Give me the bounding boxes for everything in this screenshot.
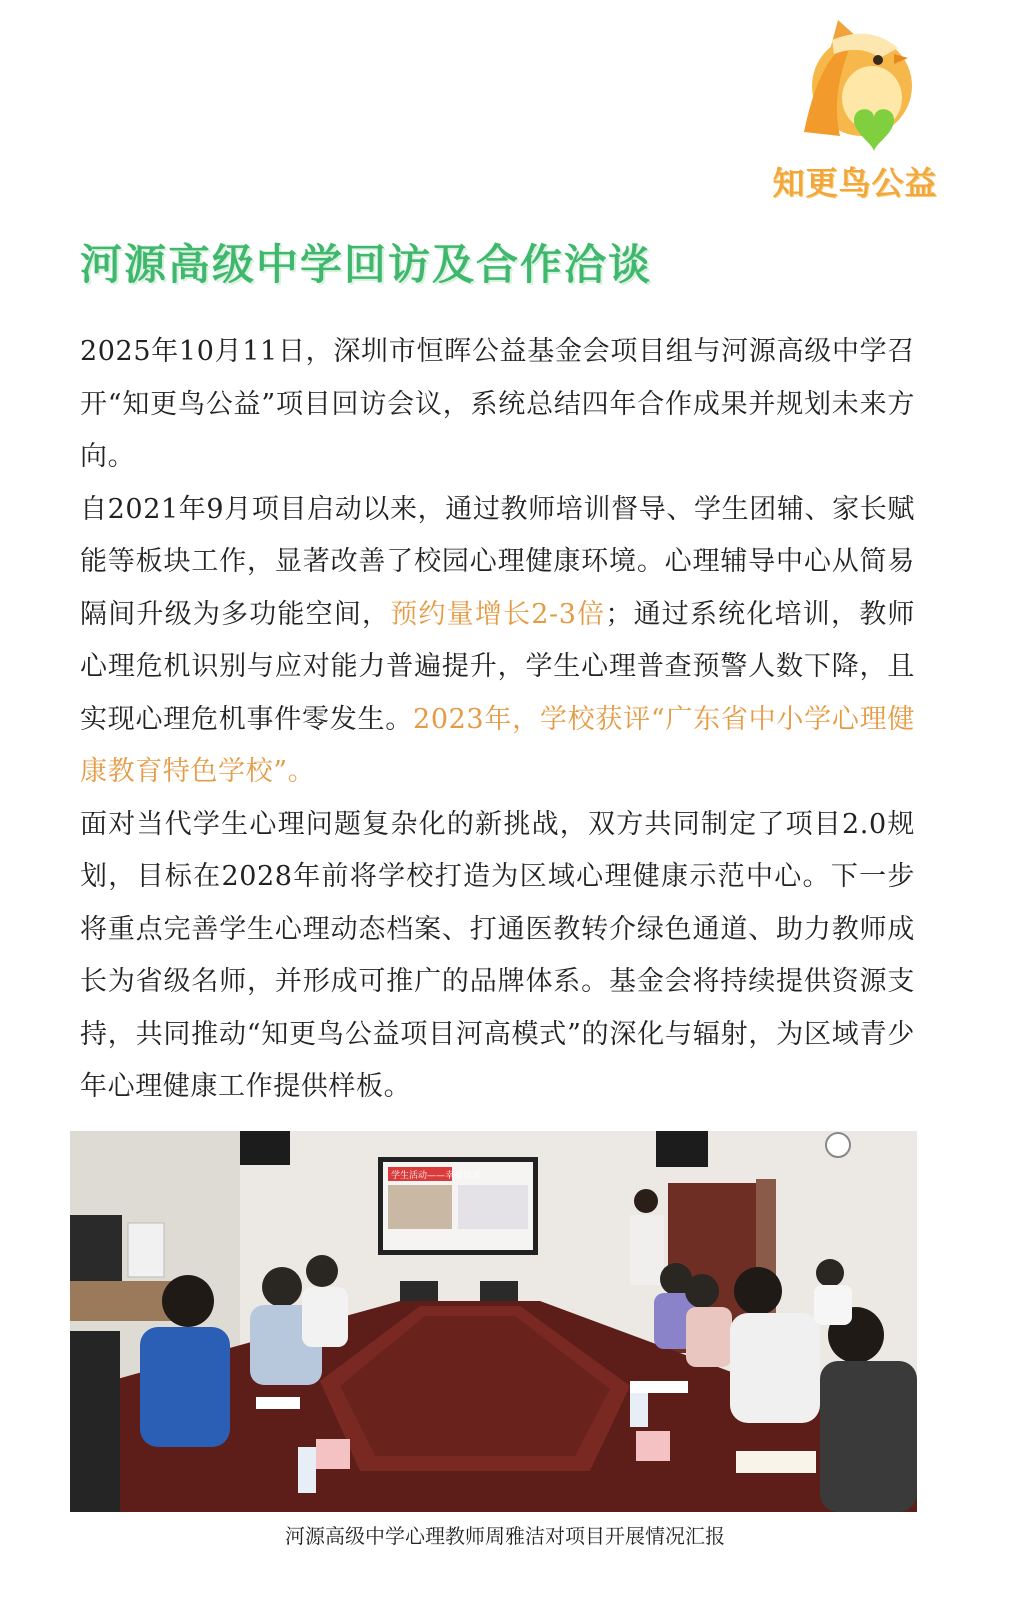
meeting-photo	[70, 1131, 917, 1512]
highlight-school-award: 2023年，学校获评“广东省中小学心理健康教育特色学校”。	[80, 703, 916, 787]
meeting-room-illustration	[70, 1131, 917, 1512]
logo-text: 知更鸟公益	[772, 164, 938, 202]
paragraph-2-text-b: ；通过系统化培训，教师心理危机识别与应对能力普遍提升，学生心理普查预警人数下降，且实现心理危机事件零发生。	[80, 598, 915, 735]
paragraph-2	[80, 484, 915, 799]
highlight-appointment-growth: 预约量增长2-3倍	[390, 598, 606, 630]
robin-bird-heart-icon	[760, 14, 950, 164]
screen-title: 学生活动——幸福快递	[391, 1171, 482, 1181]
paragraph-1: 2025年10月11日，深圳市恒晖公益基金会项目组与河源高级中学召开“知更鸟公益”项目回访会议，系统总结四年合作成果并规划未来方向。	[80, 336, 915, 472]
paragraph-3: 面对当代学生心理问题复杂化的新挑战，双方共同制定了项目2.0规划，目标在2028年前将学校打造为区域心理健康示范中心。下一步将重点完善学生心理动态档案、打通医教转介绿色通道、助力教师成长为省级名师，并形成可推广的品牌体系。基金会将持续提供资源支持，共同推动“知更鸟公益项目河高模式”的深化与辐射，为区域青少年心理健康工作提供样板。	[80, 808, 915, 1102]
paragraph-2-text-a: 自2021年9月项目启动以来，通过教师培训督导、学生团辅、家长赋能等板块工作，显著改善了校园心理健康环境。心理辅导中心从简易隔间升级为多功能空间，	[80, 493, 915, 630]
brand-logo	[760, 14, 950, 204]
page-title: 河源高级中学回访及合作洽谈	[80, 240, 653, 289]
article-body	[80, 326, 915, 1114]
photo-caption: 河源高级中学心理教师周雅洁对项目开展情况汇报	[285, 1524, 725, 1548]
